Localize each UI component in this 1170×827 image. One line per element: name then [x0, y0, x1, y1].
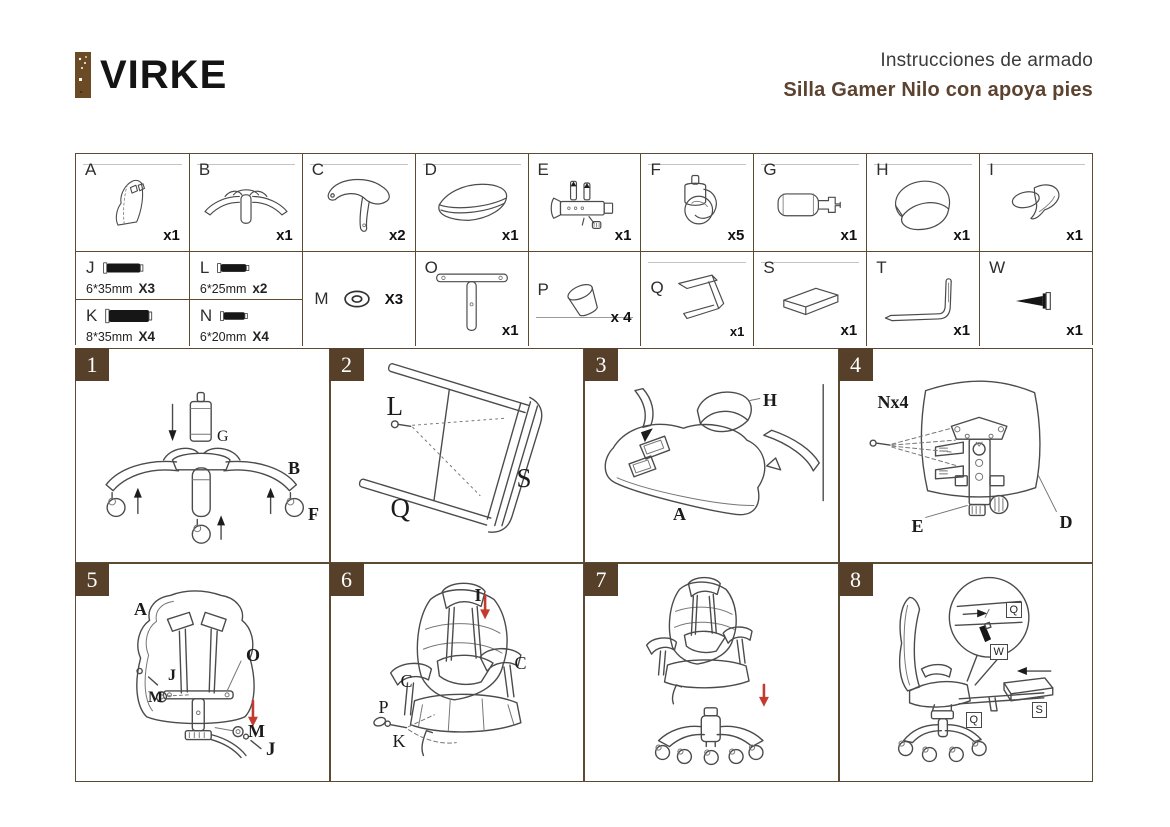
- bolt-icon: [101, 259, 159, 277]
- cap-nut-icon: [558, 279, 610, 323]
- caster-wheel-icon: [662, 172, 732, 236]
- bolt-icon: [103, 306, 167, 326]
- cell-rule: [874, 164, 972, 165]
- part-qty: x1: [163, 227, 180, 244]
- label-Q: Q: [390, 493, 410, 523]
- label-O: O: [246, 645, 261, 665]
- step-7-panel: [584, 563, 839, 782]
- label-Q1: Q: [1006, 602, 1023, 618]
- part-letter: G: [763, 160, 777, 179]
- screw-icon: [1004, 281, 1068, 321]
- part-cell-LN: [189, 251, 302, 346]
- part-cell-P: [528, 251, 641, 346]
- part-letter: S: [763, 258, 775, 277]
- step-2-diagram: [331, 349, 584, 562]
- seat-cushion-icon: [429, 175, 515, 233]
- backrest-shell-icon: [93, 173, 171, 235]
- part-letter: A: [85, 160, 97, 179]
- step-4-panel: [839, 348, 1094, 563]
- part-qty: x1: [840, 227, 858, 244]
- part-cell-G: [753, 154, 866, 251]
- brand-name: VIRKE: [100, 53, 228, 97]
- part-qty: x 4: [610, 309, 632, 326]
- bolt-icon: [215, 260, 261, 276]
- step-2-panel: [330, 348, 585, 563]
- part-qty: x1: [501, 227, 519, 244]
- cell-rule: [648, 262, 746, 263]
- part-letter: O: [424, 258, 438, 277]
- part-qty: x1: [729, 324, 745, 339]
- part-K: [76, 299, 189, 346]
- part-letter: M: [314, 289, 329, 308]
- label-J1: J: [168, 667, 176, 684]
- part-letter: I: [989, 160, 994, 179]
- part-letter: L: [199, 258, 210, 277]
- part-cell-B: [189, 154, 302, 251]
- part-cell-H: [866, 154, 979, 251]
- part-qty: X3: [384, 290, 404, 308]
- document-title-block: [783, 50, 1093, 102]
- part-qty: x1: [840, 322, 858, 339]
- label-K: K: [392, 731, 406, 751]
- allen-key-icon: [882, 271, 964, 331]
- step-number-badge: 8: [839, 563, 873, 596]
- part-letter: P: [537, 280, 549, 299]
- part-cell-C: [302, 154, 415, 251]
- step-8-panel: [839, 563, 1094, 782]
- step-1-diagram: [76, 349, 329, 562]
- part-cell-F: [640, 154, 753, 251]
- gas-lift-icon: [768, 178, 852, 230]
- part-qty: x1: [501, 322, 519, 339]
- corner-bracket-icon: [662, 270, 732, 332]
- step-number-badge: 2: [330, 348, 364, 381]
- part-cell-T: [866, 251, 979, 346]
- label-C2: C: [514, 653, 527, 673]
- part-qty: x1: [276, 227, 293, 244]
- label-C1: C: [400, 671, 413, 691]
- cell-rule: [761, 262, 859, 263]
- part-N: [190, 299, 302, 346]
- step-3-panel: [584, 348, 839, 563]
- footrest-pad-icon: [772, 276, 848, 326]
- part-qty: x1: [953, 227, 971, 244]
- part-cell-W: [979, 251, 1092, 346]
- label-M1: M: [148, 689, 164, 706]
- part-cell-I: [979, 154, 1092, 251]
- doc-subtitle: Silla Gamer Nilo con apoya pies: [783, 79, 1093, 101]
- armrest-icon: [318, 172, 400, 236]
- part-cell-O: [415, 251, 528, 346]
- step-5-panel: [75, 563, 330, 782]
- label-B: B: [288, 458, 301, 478]
- part-letter: H: [876, 160, 889, 179]
- part-letter: C: [311, 160, 325, 179]
- part-letter: N: [199, 306, 213, 325]
- part-size-qty: 6*25mm x2: [199, 281, 268, 296]
- label-I: I: [474, 585, 482, 605]
- step-number-badge: 1: [75, 348, 109, 381]
- logo-mark-icon: [75, 52, 91, 98]
- cell-rule: [197, 164, 295, 165]
- part-cell-D: [415, 154, 528, 251]
- cell-rule: [423, 164, 521, 165]
- step-number-badge: 3: [584, 348, 618, 381]
- pillow-strap-icon: [1002, 176, 1070, 232]
- assembly-steps: [75, 348, 1093, 782]
- part-letter: W: [989, 258, 1006, 277]
- label-S: S: [516, 463, 532, 493]
- label-D: D: [1059, 512, 1073, 532]
- washer-icon: [340, 287, 374, 311]
- label-J2: J: [266, 739, 276, 760]
- part-J: [76, 252, 189, 299]
- part-cell-Q: [640, 251, 753, 346]
- step-1-panel: [75, 348, 330, 563]
- part-qty: x1: [614, 227, 632, 244]
- step-8-diagram: [840, 564, 1093, 781]
- part-qty: x1: [1066, 322, 1083, 339]
- part-letter: T: [876, 258, 887, 277]
- step-6-panel: [330, 563, 585, 782]
- step-6-diagram: [331, 564, 584, 781]
- part-size-qty: 6*35mm X3: [86, 281, 156, 296]
- cell-rule: [648, 164, 746, 165]
- part-cell-S: [753, 251, 866, 346]
- part-cell-A: [76, 154, 189, 251]
- part-letter: E: [537, 160, 549, 179]
- part-letter: J: [86, 258, 95, 277]
- step-number-badge: 4: [839, 348, 873, 381]
- brand-logo: [75, 52, 227, 98]
- step-5-diagram: [76, 564, 329, 781]
- part-qty: x5: [727, 227, 745, 244]
- label-G: G: [217, 428, 229, 445]
- part-cell-M: [302, 251, 415, 346]
- label-H: H: [763, 390, 778, 410]
- headrest-pillow-icon: [882, 173, 964, 235]
- cell-rule: [310, 164, 408, 165]
- part-letter: K: [86, 306, 98, 325]
- label-W: W: [990, 644, 1008, 660]
- doc-title: Instrucciones de armado: [880, 50, 1093, 71]
- part-letter: B: [198, 160, 211, 179]
- label-E: E: [911, 516, 924, 536]
- part-letter: D: [424, 160, 437, 179]
- parts-table: [75, 153, 1093, 345]
- step-number-badge: 5: [75, 563, 109, 596]
- cell-rule: [83, 164, 182, 165]
- label-L: L: [386, 391, 403, 421]
- label-A: A: [673, 504, 686, 524]
- part-qty: x1: [953, 322, 971, 339]
- star-base-icon: [200, 175, 292, 233]
- label-A: A: [134, 599, 147, 619]
- part-qty: x2: [388, 227, 406, 244]
- step-number-badge: 6: [330, 563, 364, 596]
- part-qty: x1: [1066, 227, 1083, 244]
- part-size-qty: 8*35mm X4: [86, 329, 156, 344]
- part-cell-E: [528, 154, 641, 251]
- part-cell-JK: [76, 251, 189, 346]
- step-7-diagram: [585, 564, 838, 781]
- step-3-diagram: [585, 349, 838, 562]
- label-P: P: [378, 697, 389, 717]
- step-4-diagram: [840, 349, 1093, 562]
- cell-rule: [987, 164, 1085, 165]
- label-M2: M: [248, 721, 265, 741]
- label-F: F: [308, 504, 319, 524]
- bolt-icon: [218, 308, 258, 324]
- part-letter: F: [650, 160, 661, 179]
- part-L: [190, 252, 302, 299]
- part-size-qty: 6*20mm X4: [199, 329, 269, 344]
- part-letter: Q: [650, 278, 664, 297]
- label-S: S: [1032, 702, 1047, 718]
- step-number-badge: 7: [584, 563, 618, 596]
- label-Nx4: Nx4: [877, 392, 909, 412]
- label-Q2: Q: [966, 712, 983, 728]
